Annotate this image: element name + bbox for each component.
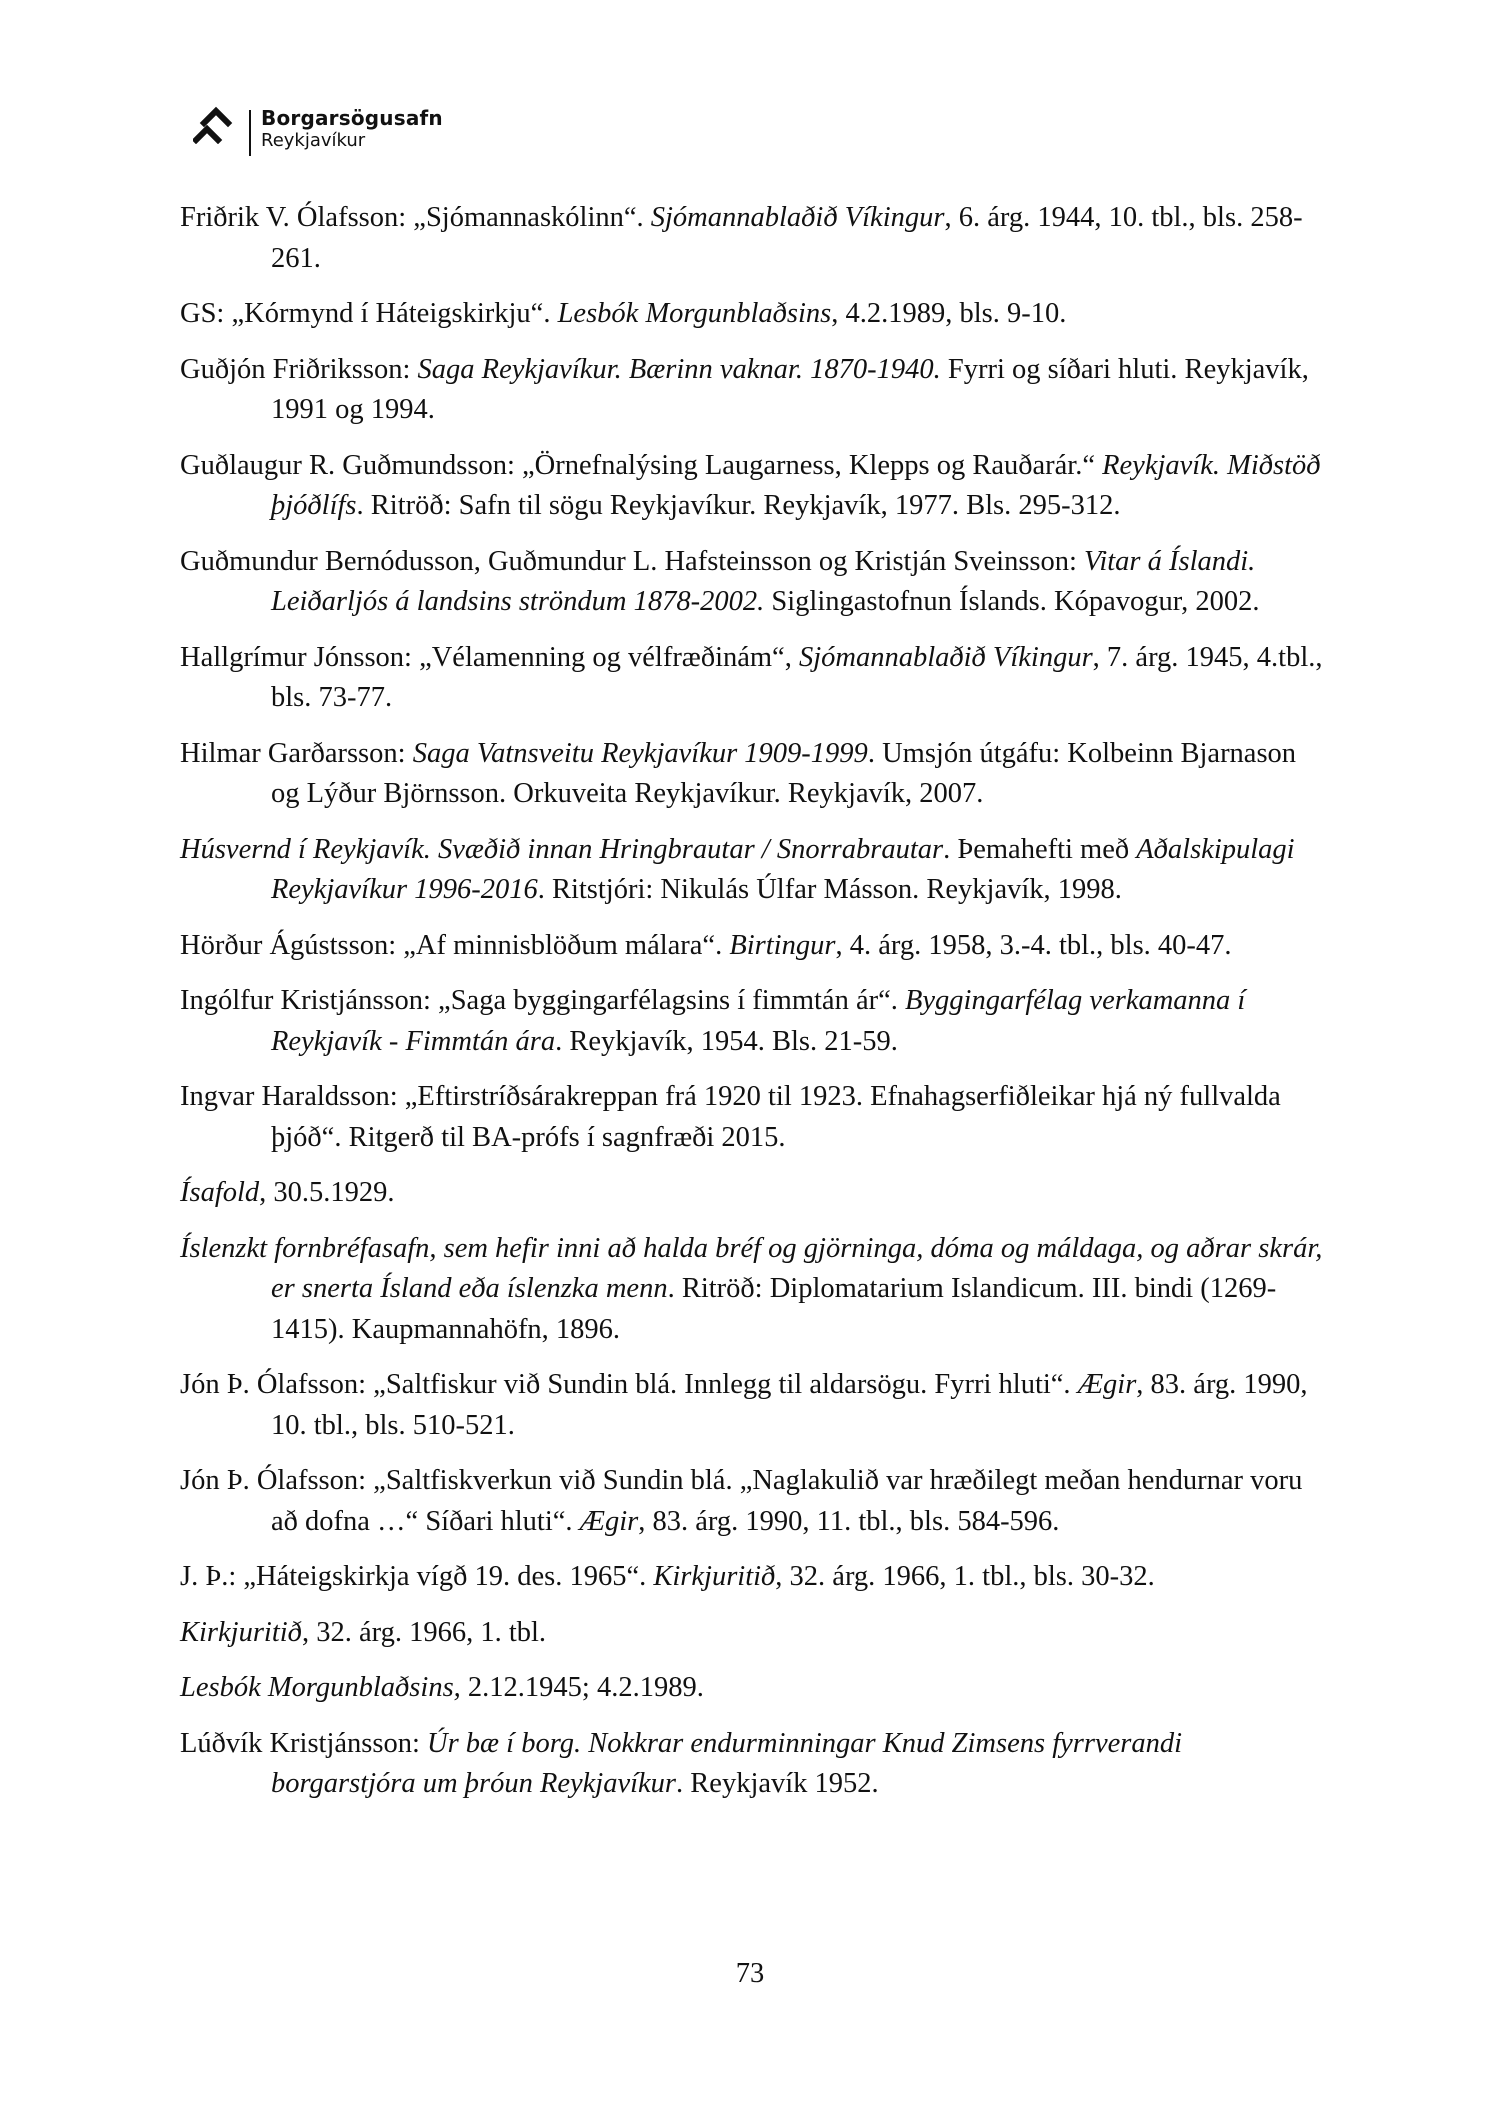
reference-text: , 83. árg. 1990, 11. tbl., bls. 584-596. xyxy=(638,1505,1060,1537)
reference-text: Hilmar Garðarsson: xyxy=(180,737,413,769)
reference-title: Úr bæ í borg. Nokkrar endurminningar Knud Zimsens fyrrverandi borgarstjóra um þróun Reykjavíkur xyxy=(271,1727,1182,1799)
reference-title: Vitar á Íslandi. Leiðarljós á landsins ströndum 1878-2002. xyxy=(271,545,1256,617)
reference-entry xyxy=(180,830,1330,911)
reference-entry xyxy=(180,638,1330,719)
reference-text: . Þemahefti með xyxy=(943,833,1137,865)
reference-title: Byggingarfélag verkamanna í Reykjavík - Fimmtán ára xyxy=(271,985,1246,1057)
reference-entry xyxy=(180,1077,1330,1158)
reference-text: . Reykjavík 1952. xyxy=(676,1768,879,1799)
reference-text: , 4. árg. 1958, 3.-4. tbl., bls. 40-47. xyxy=(835,929,1232,961)
reference-text: Guðjón Friðriksson: xyxy=(180,353,418,385)
reference-title: Lesbók Morgunblaðsins xyxy=(557,298,832,329)
reference-text: , 32. árg. 1966, 1. tbl., bls. 30-32. xyxy=(775,1561,1155,1592)
reference-text: Lúðvík Kristjánsson: xyxy=(180,1727,427,1759)
reference-entry xyxy=(180,1229,1330,1351)
reference-entry xyxy=(180,981,1330,1062)
reference-text: Jón Þ. Ólafsson: „Saltfiskverkun við Sundin blá. „Naglakulið var hræðilegt meðan hendurnar voru að dofna …“ Síðari hluti“. xyxy=(180,1465,1303,1537)
reference-title: Húsvernd í Reykjavík. Svæðið innan Hringbrautar / Snorrabrautar xyxy=(180,833,944,865)
reference-title: Ísafold xyxy=(180,1177,260,1208)
reference-entry xyxy=(180,1461,1330,1542)
reference-text: Fyrri og síðari hluti. Reykjavík, 1991 og 1994. xyxy=(271,353,1309,425)
reference-title: Ægir xyxy=(1077,1369,1137,1400)
reference-title: Sjómannablaðið Víkingur xyxy=(798,641,1093,673)
reference-title: Saga Reykjavíkur. Bærinn vaknar. 1870-1940. xyxy=(417,353,941,385)
reference-text: . Ritröð: Safn til sögu Reykjavíkur. Reykjavík, 1977. Bls. 295-312. xyxy=(356,490,1121,521)
reference-title: Kirkjuritið xyxy=(180,1616,302,1648)
reference-text: Hörður Ágústsson: „Af minnisblöðum málara“. xyxy=(180,929,730,961)
reference-title: Aðalskipulagi Reykjavíkur 1996-2016 xyxy=(271,833,1295,905)
reference-entry xyxy=(180,350,1330,431)
reference-text: , 7. árg. 1945, 4.tbl., bls. 73-77. xyxy=(271,641,1323,713)
reference-title: Sjómannablaðið Víkingur xyxy=(650,202,945,233)
reference-text: Hallgrímur Jónsson: „Vélamenning og vélfræðinám“, xyxy=(180,641,799,673)
logo-subtitle: Reykjavíkur xyxy=(261,130,366,151)
reference-entry xyxy=(180,734,1330,815)
reference-text: Friðrik V. Ólafsson: „Sjómannaskólinn“. xyxy=(180,202,651,233)
reference-text: Jón Þ. Ólafsson: „Saltfiskur við Sundin blá. Innlegg til aldarsögu. Fyrri hluti“. xyxy=(180,1369,1078,1400)
reference-text: 2.12.1945; 4.2.1989. xyxy=(460,1672,704,1703)
reference-entry xyxy=(180,542,1330,623)
reference-text: , 32. árg. 1966, 1. tbl. xyxy=(301,1616,547,1648)
reference-text: Guðmundur Bernódusson, Guðmundur L. Hafsteinsson og Kristján Sveinsson: xyxy=(180,545,1085,577)
reference-title: Birtingur xyxy=(729,929,836,961)
reference-entry xyxy=(180,1724,1330,1805)
reference-entry xyxy=(180,198,1330,279)
reference-text: Siglingastofnun Íslands. Kópavogur, 2002. xyxy=(764,586,1260,617)
reference-title: Kirkjuritið xyxy=(653,1561,776,1592)
reference-entry xyxy=(180,1365,1330,1446)
reference-title: Saga Vatnsveitu Reykjavíkur 1909-1999 xyxy=(412,737,868,769)
reference-entry xyxy=(180,446,1330,527)
reference-text: Guðlaugur R. Guðmundsson: „Örnefnalýsing Laugarness, Klepps og Rauðarár.“ xyxy=(180,449,1103,481)
reference-text: Ingólfur Kristjánsson: „Saga byggingarfélagsins í fimmtán ár“. xyxy=(180,985,905,1016)
reference-list xyxy=(180,198,1330,1820)
reference-title: Lesbók Morgunblaðsins, xyxy=(180,1672,461,1703)
reference-text: , 30.5.1929. xyxy=(259,1177,395,1208)
reference-entry xyxy=(180,1668,1330,1709)
reference-entry xyxy=(180,1613,1330,1654)
logo-name: Borgarsögusafn xyxy=(261,106,443,130)
logo-divider xyxy=(249,110,251,156)
reference-text: Ingvar Haraldsson: „Eftirstríðsárakreppan frá 1920 til 1923. Efnahagserfiðleikar hjá ný fullvalda þjóð“. Ritgerð til BA-prófs í sagnfræði 2015. xyxy=(180,1081,1281,1153)
reference-text: . Ritröð: Diplomatarium Islandicum. III. bindi (1269-1415). Kaupmannahöfn, 1896. xyxy=(271,1273,1277,1345)
reference-title: Íslenzkt fornbréfasafn, sem hefir inni að halda bréf og gjörninga, dóma og máldaga, og aðrar skrár, er snerta Ísland eða íslenzka menn xyxy=(180,1232,1323,1304)
page-number: 73 xyxy=(735,1958,765,1989)
reference-entry xyxy=(180,926,1330,967)
reference-title: Reykjavík. Miðstöð þjóðlífs xyxy=(271,449,1321,521)
reference-entry xyxy=(180,1173,1330,1214)
reference-title: Ægir xyxy=(579,1505,639,1537)
reference-text: J. Þ.: „Háteigskirkja vígð 19. des. 1965“. xyxy=(180,1561,654,1592)
reference-text: . Reykjavík, 1954. Bls. 21-59. xyxy=(555,1025,898,1057)
logo-text xyxy=(261,106,443,152)
double-chevron-logo-icon xyxy=(193,104,239,144)
reference-text: , 83. árg. 1990, 10. tbl., bls. 510-521. xyxy=(271,1369,1308,1441)
museum-logo xyxy=(193,104,443,156)
reference-text: , 4.2.1989, bls. 9-10. xyxy=(831,298,1067,329)
reference-text: . Umsjón útgáfu: Kolbeinn Bjarnason og Lýður Björnsson. Orkuveita Reykjavíkur. Reykjavík, 2007. xyxy=(271,737,1297,809)
reference-text: , 6. árg. 1944, 10. tbl., bls. 258-261. xyxy=(271,202,1303,274)
reference-entry xyxy=(180,1557,1330,1598)
reference-text: GS: „Kórmynd í Háteigskirkju“. xyxy=(180,298,558,329)
reference-text: . Ritstjóri: Nikulás Úlfar Másson. Reykjavík, 1998. xyxy=(537,874,1122,905)
reference-entry xyxy=(180,294,1330,335)
